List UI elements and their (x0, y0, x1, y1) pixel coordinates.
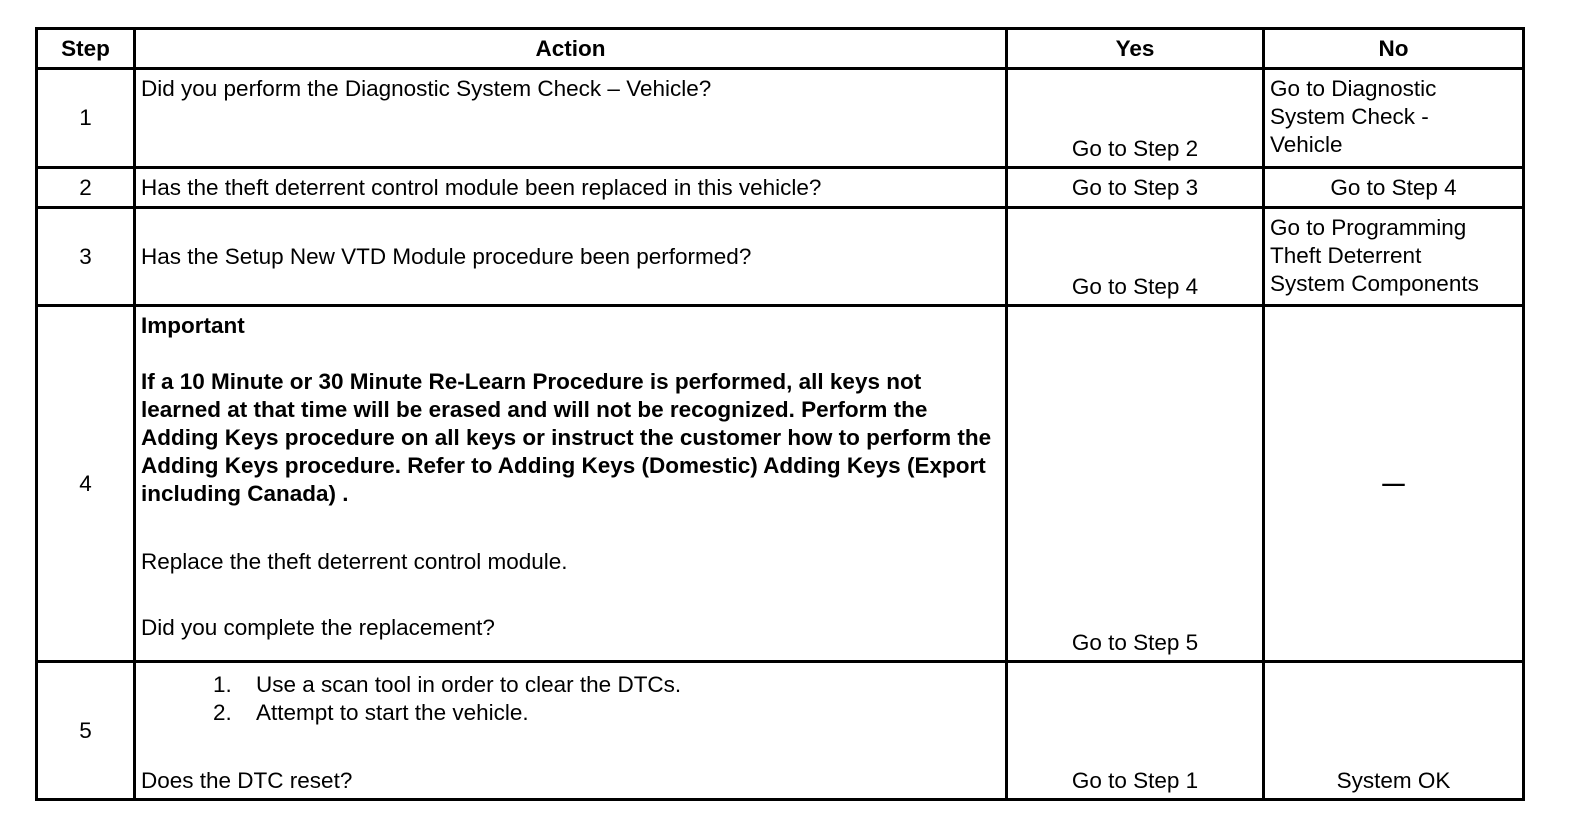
step-number: 3 (37, 208, 135, 306)
header-row (37, 29, 1524, 69)
important-label: Important (141, 313, 245, 338)
step-number: 1 (37, 69, 135, 168)
no-result: — (1264, 306, 1524, 662)
no-result-line: System Check - (1270, 104, 1429, 129)
action-text (135, 662, 1007, 800)
header-step: Step (37, 29, 135, 69)
table-row (37, 168, 1524, 208)
important-notice: If a 10 Minute or 30 Minute Re-Learn Procedure is performed, all keys not learned at that time will be erased and will not be recognized. Perform the Adding Keys procedure on all keys or instruct the customer how to perform the Adding Keys procedure. Refer to Adding Keys (Domestic) Adding Keys (Export including Canada) . (141, 369, 992, 506)
step-number: 2 (37, 168, 135, 208)
header-yes: Yes (1007, 29, 1264, 69)
no-result-line: System Components (1270, 271, 1479, 296)
no-result: Go to Step 4 (1264, 168, 1524, 208)
instruction-text: Replace the theft deterrent control module. (141, 549, 568, 574)
table-row (37, 208, 1524, 306)
question-text: Does the DTC reset? (141, 768, 353, 793)
no-result (1264, 208, 1524, 306)
no-result: System OK (1264, 662, 1524, 800)
yes-result: Go to Step 1 (1007, 662, 1264, 800)
step-number: 5 (37, 662, 135, 800)
action-text: Has the Setup New VTD Module procedure been performed? (135, 208, 1007, 306)
header-no: No (1264, 29, 1524, 69)
step-number: 4 (37, 306, 135, 662)
yes-result: Go to Step 4 (1007, 208, 1264, 306)
yes-result: Go to Step 3 (1007, 168, 1264, 208)
yes-result: Go to Step 5 (1007, 306, 1264, 662)
header-action: Action (135, 29, 1007, 69)
action-text (135, 306, 1007, 662)
action-text: Has the theft deterrent control module been replaced in this vehicle? (135, 168, 1007, 208)
no-result-line: Vehicle (1270, 132, 1343, 157)
procedure-list (141, 671, 1000, 727)
yes-result: Go to Step 2 (1007, 69, 1264, 168)
list-item: 1. Use a scan tool in order to clear the DTCs. (238, 671, 1000, 699)
action-text: Did you perform the Diagnostic System Check – Vehicle? (135, 69, 1007, 168)
question-text: Did you complete the replacement? (141, 615, 495, 640)
table-row (37, 662, 1524, 800)
no-result-line: Go to Diagnostic (1270, 76, 1437, 101)
diagnostic-table (35, 27, 1525, 801)
no-result-line: Theft Deterrent (1270, 243, 1422, 268)
no-result-line: Go to Programming (1270, 215, 1467, 240)
list-item: 2. Attempt to start the vehicle. (238, 699, 1000, 727)
table-row (37, 306, 1524, 662)
no-result (1264, 69, 1524, 168)
table-row (37, 69, 1524, 168)
